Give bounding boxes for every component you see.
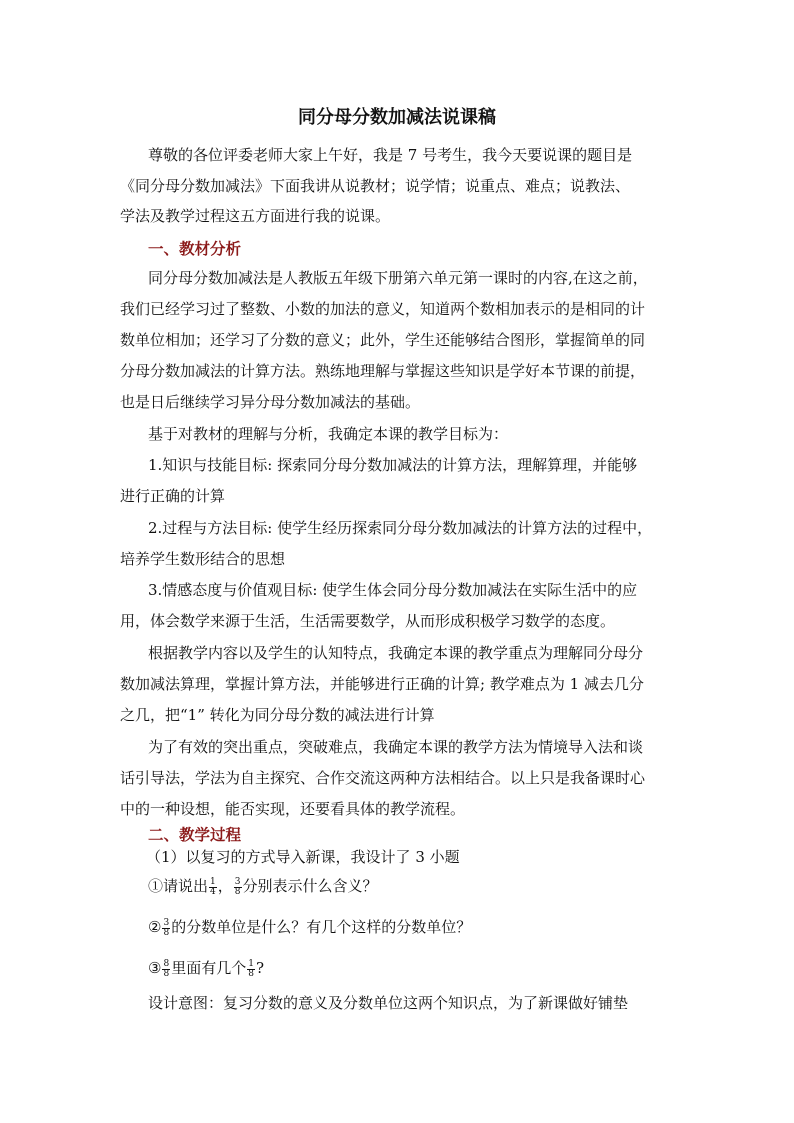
- denominator: 8: [163, 927, 170, 938]
- numerator: 3: [234, 876, 241, 887]
- fraction: [162, 960, 170, 979]
- paragraph-line: 之几，把“1” 转化为同分母分数的减法进行计算: [120, 706, 435, 724]
- fraction: [234, 878, 242, 897]
- paragraph-line: 话引导法，学法为自主探究、合作交流这两种方法相结合。以上只是我备课时心: [120, 769, 646, 787]
- paragraph-line: 同分母分数加减法是人教版五年级下册第六单元第一课时的内容,在这之前，: [148, 269, 648, 287]
- numerator: 8: [163, 958, 170, 969]
- numerator: 1: [210, 876, 216, 887]
- question-text: 里面有几个: [171, 959, 247, 977]
- goal-line: 3.情感态度与价值观目标: 使学生体会同分母分数加减法在实际生活中的应: [148, 581, 638, 599]
- paragraph-line: 数加减法算理，掌握计算方法，并能够进行正确的计算; 教学难点为 1 减去几分: [120, 675, 644, 693]
- fraction: [209, 878, 217, 897]
- question-text: 分别表示什么含义？: [242, 877, 378, 895]
- goal-line: 1.知识与技能目标: 探索同分母分数加减法的计算方法，理解算理，并能够: [148, 456, 638, 474]
- paragraph-line: 中的一种设想，能否实现，还要看具体的教学流程。: [120, 800, 466, 818]
- question-2: [148, 917, 680, 938]
- numerator: 1: [248, 958, 254, 969]
- separator: ，: [217, 877, 233, 895]
- paragraph-line: 我们已经学习过了整数、小数的加法的意义，知道两个数相加表示的是相同的计: [120, 300, 646, 318]
- page-title: 同分母分数加减法说课稿: [298, 107, 496, 128]
- fraction: [162, 919, 170, 938]
- step-line: （1）以复习的方式导入新课，我设计了 3 小题: [146, 848, 460, 866]
- intro-line: 《同分母分数加减法》下面我讲从说教材；说学情；说重点、难点；说教法、: [120, 177, 631, 195]
- denominator: 8: [234, 886, 241, 897]
- section-heading-teaching-process: 二、教学过程: [148, 826, 242, 844]
- paragraph-line: 也是日后继续学习异分母分数加减法的基础。: [120, 393, 421, 411]
- numerator: 3: [163, 917, 170, 928]
- goal-line: 培养学生数形结合的思想: [120, 550, 286, 568]
- denominator: 4: [210, 886, 216, 897]
- paragraph-line: 数单位相加；还学习了分数的意义；此外，学生还能够结合图形，掌握简单的同: [120, 331, 646, 349]
- design-intent-line: 设计意图：复习分数的意义及分数单位这两个知识点，为了新课做好铺垫: [148, 994, 629, 1012]
- denominator: 8: [163, 968, 170, 979]
- question-text: ③: [148, 959, 162, 977]
- question-text: ?: [255, 959, 264, 977]
- goal-line: 进行正确的计算: [120, 487, 226, 505]
- fraction: [247, 960, 255, 979]
- question-text: 的分数单位是什么？有几个这样的分数单位？: [171, 918, 472, 936]
- paragraph-line: 分母分数加减法的计算方法。熟练地理解与掌握这些知识是学好本节课的前提，: [120, 362, 646, 380]
- goal-line: 2.过程与方法目标: 使学生经历探索同分母分数加减法的计算方法的过程中，: [148, 519, 653, 537]
- question-3: [148, 958, 680, 979]
- paragraph-line: 基于对教材的理解与分析，我确定本课的教学目标为：: [148, 425, 509, 443]
- section-heading-textbook-analysis: 一、教材分析: [148, 240, 242, 258]
- intro-line: 尊敬的各位评委老师大家上午好，我是 7 号考生，我今天要说课的题目是: [148, 146, 633, 164]
- paragraph-line: 为了有效的突出重点，突破难点，我确定本课的教学方法为情境导入法和谈: [148, 738, 644, 756]
- goal-line: 用，体会数学来源于生活，生活需要数学，从而形成积极学习数学的态度。: [120, 612, 616, 630]
- question-text: ②: [148, 918, 162, 936]
- paragraph-line: 根据教学内容以及学生的认知特点，我确定本课的教学重点为理解同分母分: [148, 644, 644, 662]
- question-text: ①请说出: [148, 877, 209, 895]
- denominator: 8: [248, 968, 254, 979]
- intro-line: 学法及教学过程这五方面进行我的说课。: [120, 207, 391, 225]
- question-1: [148, 876, 680, 897]
